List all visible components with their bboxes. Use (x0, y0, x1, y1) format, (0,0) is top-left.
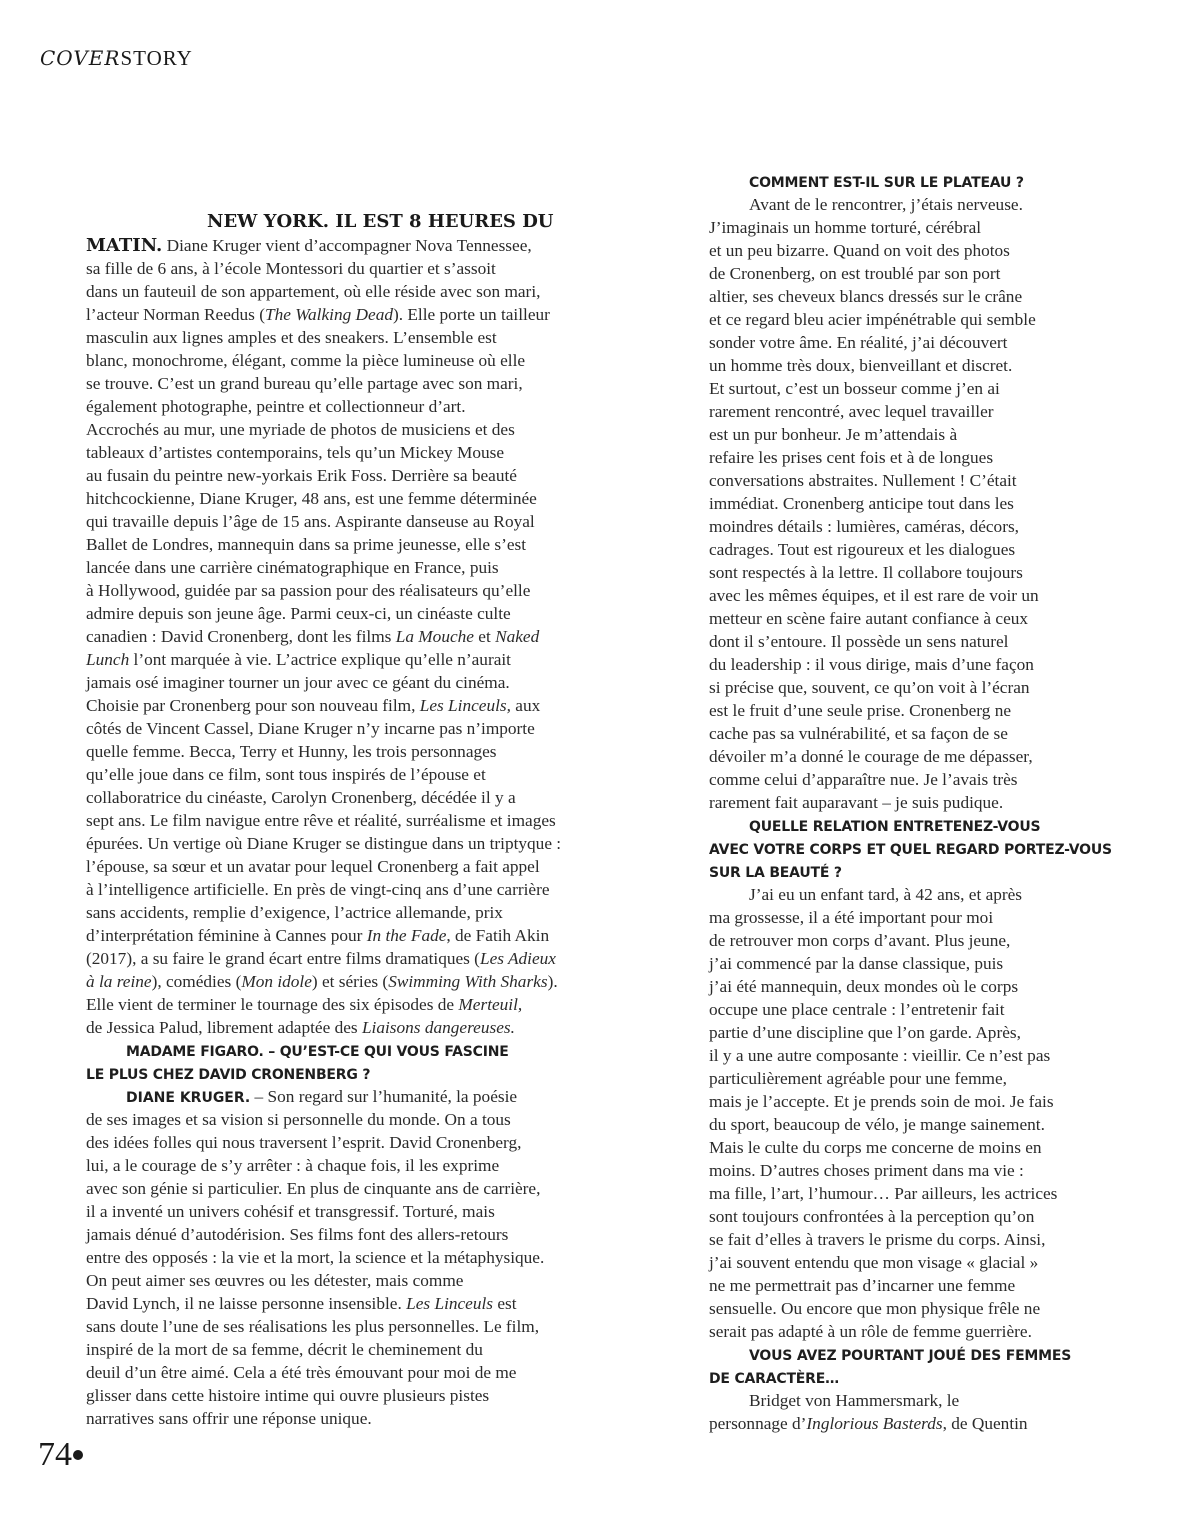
body-line: Accrochés au mur, une myriade de photos de musiciens et des (86, 420, 515, 439)
answer-line: dont il s’entoure. Il possède un sens naturel (709, 632, 1009, 651)
body-line: sans accidents, remplie d’exigence, l’actrice allemande, prix (86, 903, 503, 922)
body-line: qui travaille depuis l’âge de 15 ans. Aspirante danseuse au Royal (86, 512, 535, 531)
body-line: jamais osé imaginer tourner un jour avec ce géant du cinéma. (86, 673, 510, 692)
answer-line: si précise que, souvent, ce qu’on voit à l’écran (709, 678, 1030, 697)
answer-line: sensuelle. Ou encore que mon physique frêle ne (709, 1299, 1041, 1318)
answer-line: moins. D’autres choses priment dans ma vie : (709, 1161, 1024, 1180)
speaker-label: DIANE KRUGER. (126, 1090, 251, 1106)
page-number-text: 74 (38, 1436, 72, 1473)
body-line: Elle vient de terminer le tournage des six épisodes de Merteuil, (86, 995, 523, 1014)
answer-line: un homme très doux, bienveillant et discret. (709, 356, 1013, 375)
folio-dot (73, 1450, 83, 1460)
body-line: (2017), a su faire le grand écart entre films dramatiques (Les Adieux (86, 949, 556, 968)
answer-line: j’ai souvent entendu que mon visage « glacial » (709, 1253, 1039, 1272)
answer-line: conversations abstraites. Nullement ! C’était (709, 471, 1017, 490)
answer-line: Avant de le rencontrer, j’étais nerveuse. (749, 195, 1023, 214)
answer-line: de retrouver mon corps d’avant. Plus jeune, (709, 931, 1011, 950)
body-line: sa fille de 6 ans, à l’école Montessori du quartier et s’assoit (86, 259, 496, 278)
title-italic: The Walking Dead (264, 305, 393, 324)
answer-line: de Cronenberg, on est troublé par son port (709, 264, 1001, 283)
title-italic: Lunch (86, 650, 130, 669)
answer-line: ma grossesse, il a été important pour moi (709, 908, 994, 927)
title-italic: La Mouche (395, 627, 474, 646)
answer-line: il a inventé un univers cohésif et transgressif. Torturé, mais (86, 1202, 495, 1221)
lead-in-continuation: MATIN. (86, 235, 163, 256)
answer-line: sont toujours confrontées à la perception qu’on (709, 1207, 1035, 1226)
answer-line: du leadership : il vous dirige, mais d’une façon (709, 655, 1034, 674)
answer-line: occupe une place centrale : l’entretenir fait (709, 1000, 1005, 1019)
title-italic: Les Linceuls, (419, 696, 511, 715)
answer-line: est un pur bonheur. Je m’attendais à (709, 425, 958, 444)
title-italic: Swimming With Sharks (388, 972, 548, 991)
answer-line: comme celui d’apparaître nue. Je l’avais très (709, 770, 1018, 789)
answer-line: mais je l’accepte. Et je prends soin de moi. Je fais (709, 1092, 1054, 1111)
body-line: Ballet de Londres, mannequin dans sa prime jeunesse, elle s’est (86, 535, 527, 554)
answer-line: ma fille, l’art, l’humour… Par ailleurs, les actrices (709, 1184, 1058, 1203)
answer-line: serait pas adapté à un rôle de femme guerrière. (709, 1322, 1032, 1341)
answer-line: avec les mêmes équipes, et il est rare de voir un (709, 586, 1039, 605)
title-italic: Merteuil, (458, 995, 523, 1014)
answer-line: jamais dénué d’autodérision. Ses films font des allers-retours (86, 1225, 509, 1244)
answer-line: j’ai été mannequin, deux mondes où le corps (709, 977, 1019, 996)
answer-line: moindres détails : lumières, caméras, décors, (709, 517, 1019, 536)
answer-line: inspiré de la mort de sa femme, décrit le cheminement du (86, 1340, 483, 1359)
title-italic: Mon idole (241, 972, 312, 991)
body-line: hitchcockienne, Diane Kruger, 48 ans, est une femme déterminée (86, 489, 537, 508)
answer-line: J’ai eu un enfant tard, à 42 ans, et après (749, 885, 1023, 904)
title-italic: Les Adieux (479, 949, 556, 968)
body-line: MATIN. Diane Kruger vient d’accompagner Nova Tennessee, (86, 235, 532, 256)
section-header (40, 46, 193, 71)
answer-line: immédiat. Cronenberg anticipe tout dans les (709, 494, 1014, 513)
body-line: quelle femme. Becca, Terry et Hunny, les trois personnages (86, 742, 497, 761)
answer-line: cache pas sa vulnérabilité, et sa façon de se (709, 724, 1008, 743)
answer-line: glisser dans cette histoire intime qui ouvre plusieurs pistes (86, 1386, 490, 1405)
answer-line: DIANE KRUGER. – Son regard sur l’humanité, la poésie (126, 1087, 518, 1106)
answer-line: David Lynch, il ne laisse personne insensible. Les Linceuls est (86, 1294, 517, 1313)
title-italic: à la reine (86, 972, 152, 991)
answer-line: des idées folles qui nous traversent l’esprit. David Cronenberg, (86, 1133, 522, 1152)
answer-line: j’ai commencé par la danse classique, puis (709, 954, 1004, 973)
answer-line: sonder votre âme. En réalité, j’ai découvert (709, 333, 1008, 352)
answer-line: avec son génie si particulier. En plus de cinquante ans de carrière, (86, 1179, 541, 1198)
body-line: au fusain du peintre new-yorkais Erik Foss. Derrière sa beauté (86, 466, 517, 485)
body-line: qu’elle joue dans ce film, sont tous inspirés de l’épouse et (86, 765, 486, 784)
answer-line: sans doute l’une de ses réalisations les plus personnelles. Le film, (86, 1317, 540, 1336)
answer-line: du sport, beaucoup de vélo, je mange sainement. (709, 1115, 1045, 1134)
body-line: Choisie par Cronenberg pour son nouveau film, Les Linceuls, aux (86, 696, 541, 715)
title-italic: In the Fade (366, 926, 447, 945)
question-heading: SUR LA BEAUTÉ ? (709, 865, 842, 881)
answer-line: et un peu bizarre. Quand on voit des photos (709, 241, 1010, 260)
title-italic: Liaisons dangereuses. (361, 1018, 515, 1037)
body-line: également photographe, peintre et collectionneur d’art. (86, 397, 466, 416)
answer-line: il y a une autre composante : vieillir. Ce n’est pas (709, 1046, 1051, 1065)
body-line: canadien : David Cronenberg, dont les films La Mouche et Naked (86, 627, 540, 646)
answer-line: partie d’une discipline que l’on garde. Après, (709, 1023, 1021, 1042)
answer-line: narratives sans offrir une réponse unique. (86, 1409, 372, 1428)
answer-line: J’imaginais un homme torturé, cérébral (709, 218, 982, 237)
body-line: de Jessica Palud, librement adaptée des Liaisons dangereuses. (86, 1018, 515, 1037)
body-line: dans un fauteuil de son appartement, où elle réside avec son mari, (86, 282, 541, 301)
answer-line: On peut aimer ses œuvres ou les détester, mais comme (86, 1271, 464, 1290)
question-heading: COMMENT EST-IL SUR LE PLATEAU ? (749, 175, 1024, 191)
lead-in-heading: NEW YORK. IL EST 8 HEURES DU (207, 211, 554, 232)
body-line: l’épouse, sa sœur et un avatar pour lequel Cronenberg a fait appel (86, 857, 540, 876)
answer-line: ne me permettrait pas d’incarner une femme (709, 1276, 1016, 1295)
title-italic: Naked (495, 627, 540, 646)
question-heading: LE PLUS CHEZ DAVID CRONENBERG ? (86, 1067, 371, 1083)
body-line: admire depuis son jeune âge. Parmi ceux-ci, un cinéaste culte (86, 604, 511, 623)
body-line: l’acteur Norman Reedus (The Walking Dead). Elle porte un tailleur (86, 305, 550, 324)
answer-line: Et surtout, c’est un bosseur comme j’en ai (709, 379, 1000, 398)
answer-line: se fait d’elles à travers le prisme du corps. Ainsi, (709, 1230, 1046, 1249)
answer-line: deuil d’un être aimé. Cela a été très émouvant pour moi de me (86, 1363, 517, 1382)
question-heading: QUELLE RELATION ENTRETENEZ-VOUS (749, 819, 1041, 835)
answer-line: entre des opposés : la vie et la mort, la science et la métaphysique. (86, 1248, 545, 1267)
page-number (38, 1436, 83, 1474)
body-line: blanc, monochrome, élégant, comme la pièce lumineuse où elle (86, 351, 526, 370)
answer-line: Bridget von Hammersmark, le (749, 1391, 960, 1410)
answer-line: refaire les prises cent fois et à de longues (709, 448, 994, 467)
answer-line: de ses images et sa vision si personnelle du monde. On a tous (86, 1110, 511, 1129)
body-line: d’interprétation féminine à Cannes pour In the Fade, de Fatih Akin (86, 926, 550, 945)
body-line: à l’intelligence artificielle. En près de vingt-cinq ans d’une carrière (86, 880, 550, 899)
answer-line: lui, a le courage de s’y arrêter : à chaque fois, il les exprime (86, 1156, 500, 1175)
body-line: se trouve. C’est un grand bureau qu’elle partage avec son mari, (86, 374, 523, 393)
body-line: tableaux d’artistes contemporains, tels qu’un Mickey Mouse (86, 443, 505, 462)
answer-line: sont respectés à la lettre. Il collabore toujours (709, 563, 1023, 582)
title-italic: Les Linceuls (406, 1294, 494, 1313)
body-line: côtés de Vincent Cassel, Diane Kruger n’y incarne pas n’importe (86, 719, 535, 738)
answer-line: dévoiler m’a donné le courage de me dépasser, (709, 747, 1033, 766)
title-italic: Inglorious Basterds (806, 1414, 943, 1433)
header-cover: COVER (40, 46, 121, 70)
body-line: masculin aux lignes amples et des sneakers. L’ensemble est (86, 328, 497, 347)
question-heading: VOUS AVEZ POURTANT JOUÉ DES FEMMES (749, 1348, 1072, 1364)
body-line: sept ans. Le film navigue entre rêve et réalité, surréalisme et images (86, 811, 556, 830)
answer-line: metteur en scène faire autant confiance à ceux (709, 609, 1029, 628)
body-line: lancée dans une carrière cinématographique en France, puis (86, 558, 499, 577)
answer-line: est le fruit d’une seule prise. Cronenberg ne (709, 701, 1012, 720)
body-line: à Hollywood, guidée par sa passion pour des réalisateurs qu’elle (86, 581, 531, 600)
header-story: STORY (120, 46, 193, 70)
body-line: épurées. Un vertige où Diane Kruger se distingue dans un triptyque : (86, 834, 562, 853)
answer-line: Mais le culte du corps me concerne de moins en (709, 1138, 1042, 1157)
answer-line: et ce regard bleu acier impénétrable qui semble (709, 310, 1036, 329)
answer-line: particulièrement agréable pour une femme, (709, 1069, 1007, 1088)
question-heading: AVEC VOTRE CORPS ET QUEL REGARD PORTEZ-VOUS (709, 842, 1112, 858)
answer-line: personnage d’Inglorious Basterds, de Quentin (709, 1414, 1028, 1433)
body-line: collaboratrice du cinéaste, Carolyn Cronenberg, décédée il y a (86, 788, 516, 807)
question-heading: DE CARACTÈRE… (709, 1371, 839, 1387)
question-heading: MADAME FIGARO. – QU’EST-CE QUI VOUS FASCINE (126, 1044, 509, 1060)
answer-line: cadrages. Tout est rigoureux et les dialogues (709, 540, 1016, 559)
answer-line: rarement rencontré, avec lequel travailler (709, 402, 994, 421)
answer-line: altier, ses cheveux blancs dressés sur le crâne (709, 287, 1023, 306)
body-line: Lunch l’ont marquée à vie. L’actrice explique qu’elle n’aurait (86, 650, 511, 669)
answer-line: rarement fait auparavant – je suis pudique. (709, 793, 1004, 812)
body-line: à la reine), comédies (Mon idole) et séries (Swimming With Sharks). (86, 972, 558, 991)
